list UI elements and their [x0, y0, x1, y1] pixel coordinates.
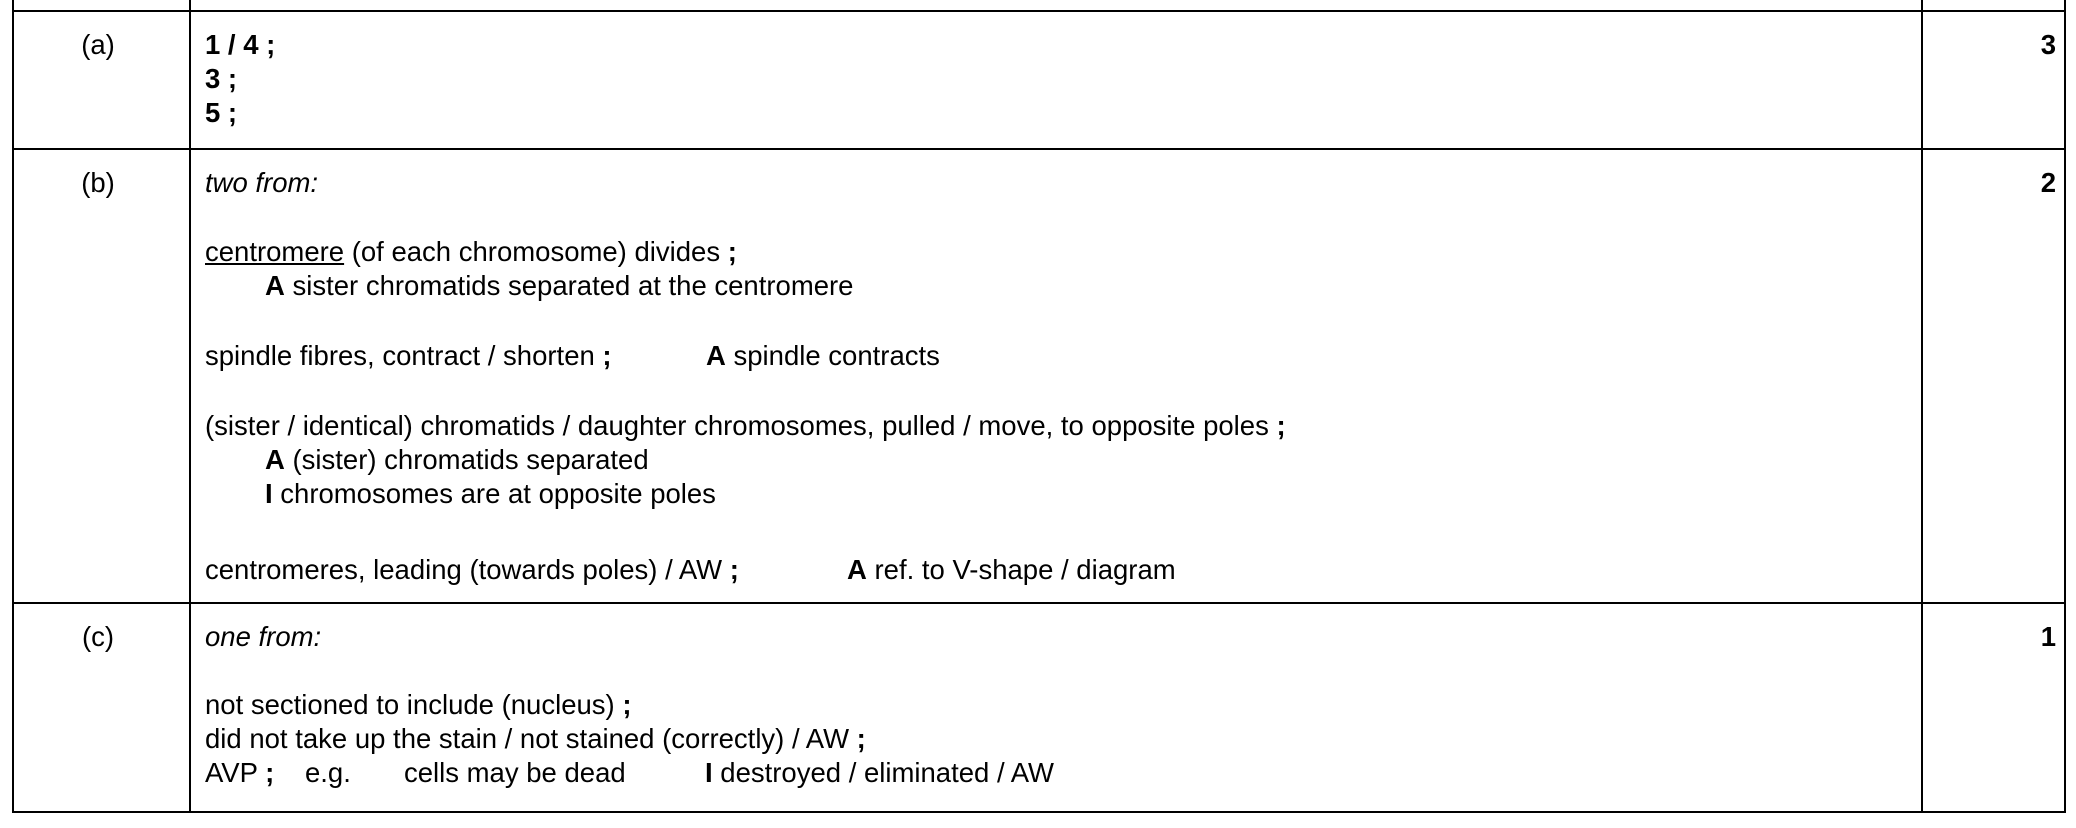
marking-note: A sister chromatids separated at the centromere [265, 270, 854, 301]
table-border-left [12, 0, 14, 813]
accept-key: A [265, 270, 285, 301]
part-label: (c) [81, 621, 115, 652]
answer-line: 1 / 4 ; [205, 29, 276, 60]
accept-key: A [847, 554, 867, 585]
marking-note: A ref. to V-shape / diagram [847, 554, 1176, 585]
example-text: cells may be dead [404, 757, 626, 788]
mark-separator: ; [622, 689, 632, 720]
marks-value: 2 [2040, 167, 2056, 198]
marking-note: A (sister) chromatids separated [265, 444, 649, 475]
marking-point: centromere (of each chromosome) divides ; [205, 236, 737, 267]
underlined-term: centromere [205, 236, 345, 267]
table-border-bottom [12, 811, 2066, 813]
accept-key: A [265, 444, 285, 475]
marks-value: 3 [2040, 29, 2056, 60]
accept-key: A [706, 340, 726, 371]
marking-note: A spindle contracts [706, 340, 940, 371]
mark-separator: ; [265, 757, 275, 788]
table-border-right [2064, 0, 2066, 813]
mark-separator: ; [729, 554, 739, 585]
column-divider [189, 0, 191, 813]
mark-separator: ; [1276, 410, 1286, 441]
marking-point: spindle fibres, contract / shorten ; [205, 340, 612, 371]
mark-separator: ; [856, 723, 866, 754]
column-divider [1921, 0, 1923, 813]
example-label: e.g. [305, 757, 351, 788]
marking-point: (sister / identical) chromatids / daughter chromosomes, pulled / move, to opposite poles ; [205, 410, 1286, 441]
marking-note: I destroyed / eliminated / AW [705, 757, 1055, 788]
row-divider [12, 148, 2066, 150]
marking-note: I chromosomes are at opposite poles [265, 478, 716, 509]
mark-separator: ; [727, 236, 737, 267]
marking-point: AVP ; [205, 757, 275, 788]
mark-separator: ; [602, 340, 612, 371]
table-border-top [12, 10, 2066, 12]
instruction-text: two from: [205, 167, 319, 198]
answer-line: 5 ; [205, 97, 238, 128]
marking-point: did not take up the stain / not stained (correctly) / AW ; [205, 723, 866, 754]
marking-point: centromeres, leading (towards poles) / AW ; [205, 554, 739, 585]
marking-point: not sectioned to include (nucleus) ; [205, 689, 632, 720]
marks-value: 1 [2040, 621, 2056, 652]
instruction-text: one from: [205, 621, 322, 652]
ignore-key: I [705, 757, 713, 788]
answer-line: 3 ; [205, 63, 238, 94]
part-label: (a) [81, 29, 115, 60]
row-divider [12, 602, 2066, 604]
part-label: (b) [81, 167, 115, 198]
ignore-key: I [265, 478, 273, 509]
